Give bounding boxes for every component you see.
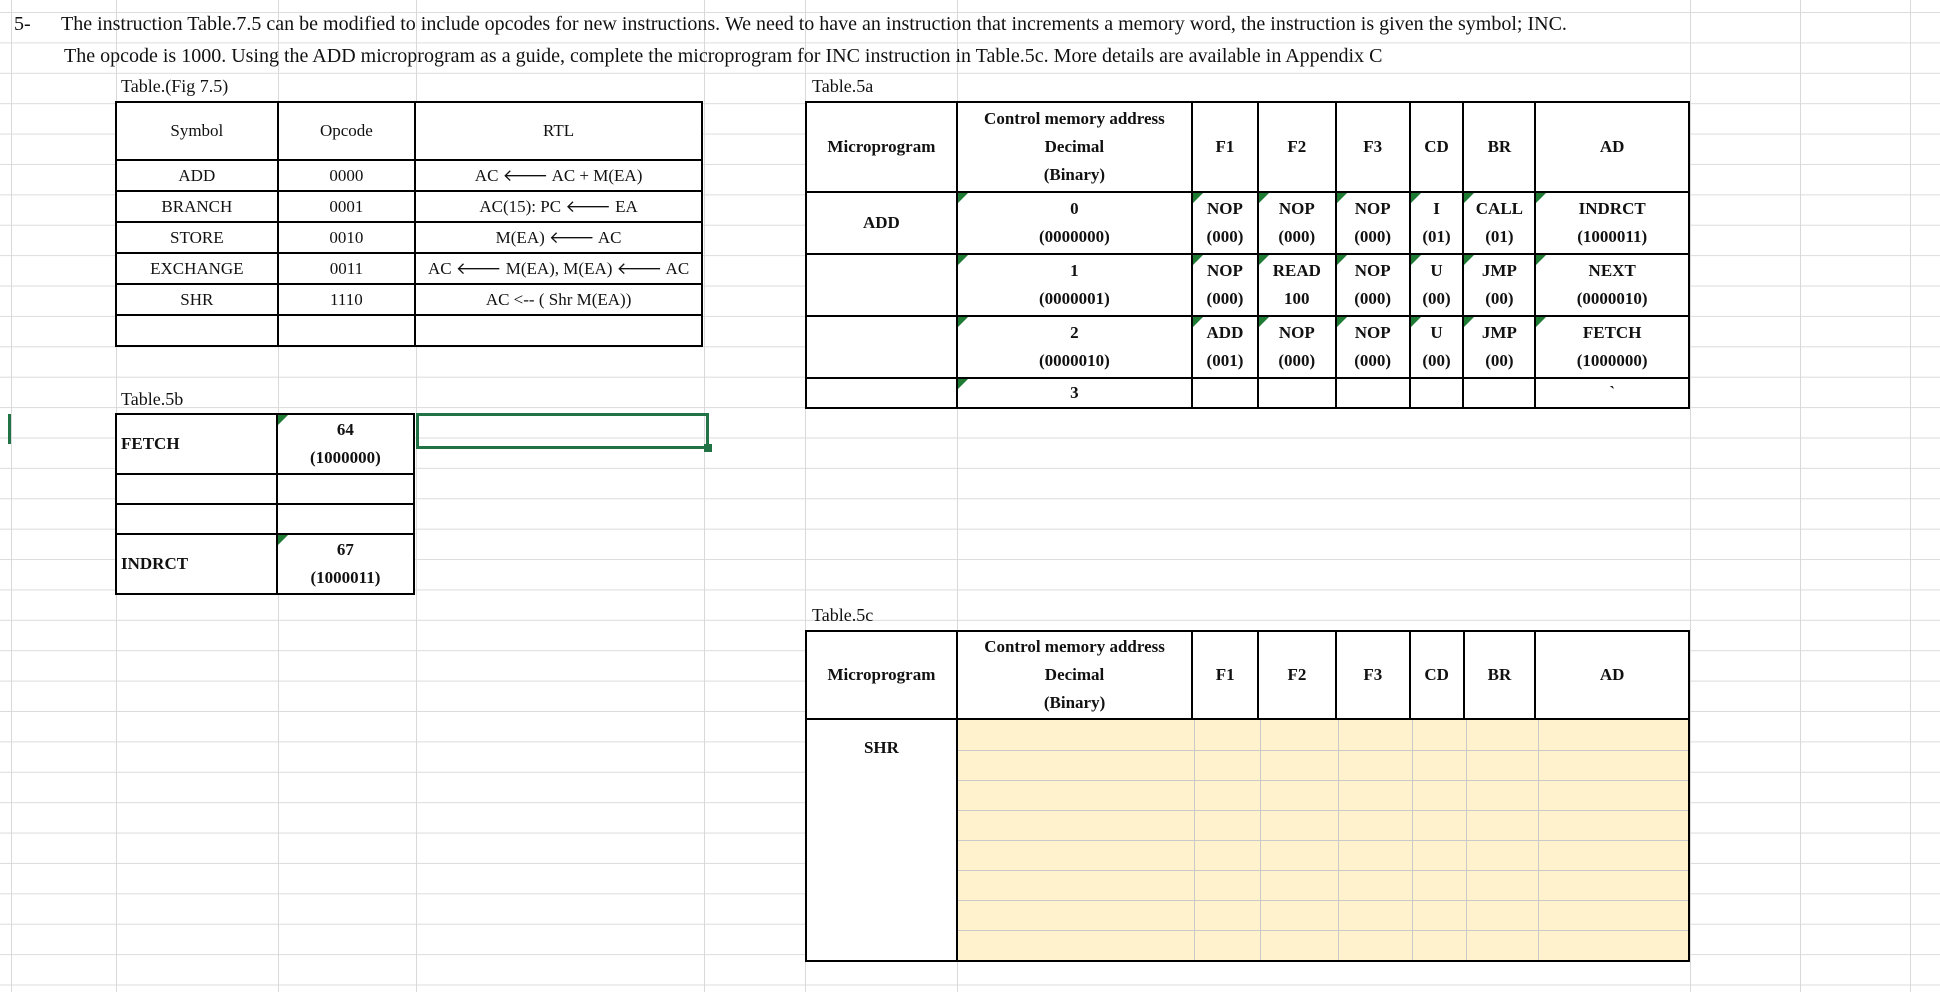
cd-cell[interactable] [1410, 254, 1464, 316]
ad-cell[interactable] [1535, 254, 1689, 316]
table5c [805, 630, 1690, 962]
f1-cell[interactable] [1192, 192, 1258, 254]
cell[interactable] [116, 474, 277, 504]
table-row [116, 315, 702, 346]
ad-cell[interactable] [1535, 192, 1689, 254]
br-cell[interactable] [1463, 316, 1535, 378]
table-row [806, 254, 1689, 316]
header-microprogram: Microprogram [806, 631, 957, 719]
address-cell[interactable] [957, 316, 1192, 378]
cd-code: (00) [1411, 285, 1463, 313]
header-ad: AD [1535, 102, 1689, 192]
table5a [805, 101, 1690, 409]
cell[interactable] [1463, 378, 1535, 408]
cell[interactable]: 0000 [278, 160, 416, 191]
cd-op: U [1430, 261, 1443, 280]
cell[interactable]: 0011 [278, 253, 416, 284]
cd-code: (01) [1411, 223, 1463, 251]
cell[interactable] [1258, 378, 1336, 408]
table5c-caption: Table.5c [812, 605, 874, 625]
ad-op: NEXT [1588, 261, 1636, 280]
row-header-highlight [8, 414, 11, 444]
answer-grid-hline [958, 750, 1688, 751]
header-control-memory-address [957, 631, 1192, 719]
table-row [806, 378, 1689, 408]
header-f1: F1 [1192, 631, 1258, 719]
header-cma-line2: Decimal [1044, 665, 1105, 684]
br-code: (00) [1464, 347, 1534, 375]
header-cma-line2: Decimal [1044, 137, 1105, 156]
address-cell[interactable] [277, 414, 414, 474]
header-f3: F3 [1336, 102, 1410, 192]
label-indrct[interactable]: INDRCT [116, 534, 277, 594]
header-f1: F1 [1192, 102, 1258, 192]
f1-cell[interactable] [1192, 254, 1258, 316]
answer-grid-hline [958, 900, 1688, 901]
f2-code: (000) [1259, 347, 1335, 375]
answer-grid-hline [958, 780, 1688, 781]
table-row [116, 253, 702, 284]
f2-cell[interactable] [1258, 254, 1336, 316]
cell[interactable]: AC 🡐 M(EA), M(EA) 🡐 AC [415, 253, 702, 284]
microprogram-add[interactable]: ADD [806, 192, 957, 254]
table-row [116, 284, 702, 315]
header-rtl: RTL [415, 102, 702, 160]
cell[interactable] [278, 315, 416, 346]
ad-code: (0000010) [1536, 285, 1688, 313]
cd-cell[interactable] [1410, 316, 1464, 378]
cd-op: I [1433, 199, 1440, 218]
f1-op: NOP [1207, 199, 1243, 218]
f1-code: (000) [1193, 285, 1257, 313]
cell[interactable]: STORE [116, 222, 278, 253]
answer-grid-hline [958, 870, 1688, 871]
f2-code: 100 [1259, 285, 1335, 313]
address-decimal: 1 [1070, 261, 1079, 280]
cell[interactable] [806, 378, 957, 408]
answer-area[interactable] [957, 719, 1689, 961]
f3-code: (000) [1337, 347, 1409, 375]
cd-code: (00) [1411, 347, 1463, 375]
f1-code: (000) [1193, 223, 1257, 251]
microprogram-empty[interactable] [806, 254, 957, 316]
table-row [806, 316, 1689, 378]
cd-cell[interactable] [1410, 192, 1464, 254]
ad-code: (1000011) [1536, 223, 1688, 251]
address-decimal: 64 [336, 420, 354, 439]
ad-cell[interactable]: ` [1535, 378, 1689, 408]
label-fetch[interactable]: FETCH [116, 414, 277, 474]
table75-caption: Table.(Fig 7.5) [121, 76, 229, 96]
header-control-memory-address [957, 102, 1192, 192]
br-op: CALL [1475, 199, 1523, 218]
f1-cell[interactable] [1192, 316, 1258, 378]
table-row [116, 474, 414, 504]
f3-cell[interactable] [1336, 192, 1410, 254]
cell[interactable] [1336, 378, 1410, 408]
microprogram-shr[interactable]: SHR [806, 719, 957, 961]
ad-code: (1000000) [1536, 347, 1688, 375]
f2-cell[interactable] [1258, 192, 1336, 254]
br-op: JMP [1481, 261, 1517, 280]
header-ad: AD [1535, 631, 1689, 719]
table-row [116, 534, 414, 594]
f3-cell[interactable] [1336, 254, 1410, 316]
column-gridline [1690, 0, 1691, 992]
table-row [116, 504, 414, 534]
address-binary: (0000001) [1038, 289, 1110, 308]
table5c-body [806, 719, 1689, 961]
cd-op: U [1430, 323, 1443, 342]
header-f2: F2 [1258, 102, 1336, 192]
cell[interactable]: 1110 [278, 284, 416, 315]
header-cma-line3: (Binary) [1043, 693, 1106, 712]
table-row [116, 414, 414, 474]
cell[interactable]: M(EA) 🡐 AC [415, 222, 702, 253]
header-symbol: Symbol [116, 102, 278, 160]
cell[interactable]: 0001 [278, 191, 416, 222]
address-binary: (0000000) [1038, 227, 1110, 246]
question-line-2: The opcode is 1000. Using the ADD microprogram as a guide, complete the microprogram for INC instruction in Table.5c. More details are available in Appendix C [64, 45, 1383, 67]
cell[interactable] [1410, 378, 1464, 408]
cell[interactable]: 0010 [278, 222, 416, 253]
f3-op: NOP [1354, 323, 1391, 342]
address-cell[interactable] [957, 254, 1192, 316]
br-cell[interactable] [1463, 254, 1535, 316]
question-line-1: The instruction Table.7.5 can be modified to include opcodes for new instructions. We need to have an instruction that increments a memory word, the instruction is given the symbol; INC. [61, 13, 1567, 35]
f2-op: READ [1272, 261, 1321, 280]
address-decimal: 2 [1070, 323, 1079, 342]
cell[interactable] [116, 504, 277, 534]
cell[interactable]: EXCHANGE [116, 253, 278, 284]
ad-cell[interactable] [1535, 316, 1689, 378]
header-cma-line3: (Binary) [1043, 165, 1106, 184]
address-binary: (1000011) [310, 568, 381, 587]
cell[interactable]: SHR [116, 284, 278, 315]
selected-cell[interactable] [416, 413, 709, 449]
f2-op: NOP [1278, 323, 1315, 342]
table75 [115, 101, 703, 347]
f3-cell[interactable] [1336, 316, 1410, 378]
f1-op: NOP [1207, 261, 1243, 280]
table5b-caption: Table.5b [121, 389, 184, 409]
answer-grid-hline [958, 930, 1688, 931]
header-cd: CD [1410, 631, 1464, 719]
table-row [116, 160, 702, 191]
table5a-caption: Table.5a [812, 76, 874, 96]
table-row [116, 191, 702, 222]
br-op: JMP [1481, 323, 1517, 342]
cell[interactable] [116, 315, 278, 346]
f3-code: (000) [1337, 223, 1409, 251]
cell[interactable] [415, 315, 702, 346]
cell[interactable] [277, 504, 414, 534]
table-row [806, 192, 1689, 254]
header-microprogram: Microprogram [806, 102, 957, 192]
address-cell[interactable]: 3 [957, 378, 1192, 408]
f3-code: (000) [1337, 285, 1409, 313]
header-f3: F3 [1336, 631, 1410, 719]
header-br: BR [1464, 631, 1536, 719]
column-gridline [704, 0, 705, 992]
header-br: BR [1463, 102, 1535, 192]
cell[interactable]: AC(15): PC 🡐 EA [415, 191, 702, 222]
br-code: (01) [1464, 223, 1534, 251]
f1-op: ADD [1206, 323, 1244, 342]
f3-op: NOP [1354, 261, 1391, 280]
cell[interactable]: BRANCH [116, 191, 278, 222]
cell[interactable]: ADD [116, 160, 278, 191]
address-cell[interactable] [957, 192, 1192, 254]
address-decimal: 0 [1070, 199, 1079, 218]
address-decimal: 67 [336, 540, 354, 559]
f2-cell[interactable] [1258, 316, 1336, 378]
address-binary: (1000000) [310, 448, 381, 467]
ad-op: INDRCT [1578, 199, 1646, 218]
table-row [116, 222, 702, 253]
header-f2: F2 [1258, 631, 1336, 719]
column-gridline [1800, 0, 1801, 992]
cell[interactable]: AC <-- ( Shr M(EA)) [415, 284, 702, 315]
address-binary: (0000010) [1038, 351, 1110, 370]
f2-op: NOP [1278, 199, 1315, 218]
header-opcode: Opcode [278, 102, 416, 160]
br-code: (00) [1464, 285, 1534, 313]
header-cd: CD [1410, 102, 1464, 192]
table5b [115, 413, 415, 595]
address-cell[interactable] [277, 534, 414, 594]
answer-grid-hline [958, 840, 1688, 841]
header-cma-line1: Control memory address [984, 109, 1165, 128]
header-cma-line1: Control memory address [984, 637, 1165, 656]
cell[interactable]: AC 🡐 AC + M(EA) [415, 160, 702, 191]
column-gridline [1910, 0, 1911, 992]
ad-op: FETCH [1582, 323, 1642, 342]
f3-op: NOP [1354, 199, 1391, 218]
table5c-header [806, 631, 1689, 719]
answer-grid-hline [958, 810, 1688, 811]
table75-header [116, 102, 702, 160]
cell[interactable] [277, 474, 414, 504]
br-cell[interactable] [1463, 192, 1535, 254]
f2-code: (000) [1259, 223, 1335, 251]
cell[interactable] [1192, 378, 1258, 408]
answer-grid[interactable] [958, 720, 1688, 960]
microprogram-empty[interactable] [806, 316, 957, 378]
question-number: 5- [14, 13, 31, 35]
table5a-header [806, 102, 1689, 192]
f1-code: (001) [1193, 347, 1257, 375]
